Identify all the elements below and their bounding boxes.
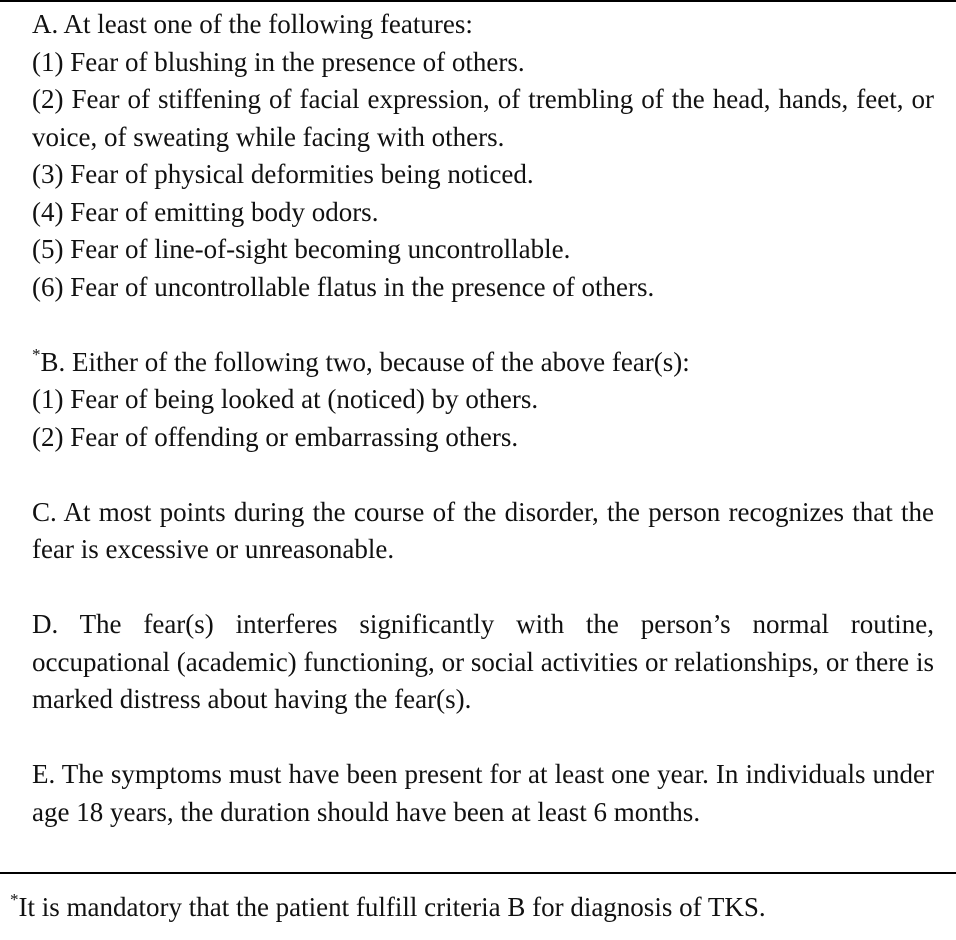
- footnote: [10, 889, 766, 926]
- criterion-c-text: C. At most points during the course of the disorder, the person recognizes that the fear is excessive or unreasonable.: [32, 496, 934, 564]
- criterion-d: [32, 606, 934, 719]
- criterion-a-item-2: (2) Fear of stiffening of facial expression, of trembling of the head, hands, feet, or voice, of sweating while facing with others.: [32, 84, 934, 152]
- criterion-a-item-6: (6) Fear of uncontrollable flatus in the presence of others.: [32, 271, 655, 302]
- criterion-a-item-1: (1) Fear of blushing in the presence of others.: [32, 46, 525, 77]
- asterisk-marker: *: [32, 344, 41, 364]
- criterion-b: [32, 344, 934, 457]
- footnote-asterisk: *: [10, 890, 19, 909]
- criterion-a-item-3: (3) Fear of physical deformities being noticed.: [32, 159, 534, 189]
- criterion-a-item-5: (5) Fear of line-of-sight becoming uncontrollable.: [32, 234, 571, 264]
- criterion-e: [32, 756, 934, 831]
- criterion-b-heading: B. Either of the following two, because of the above fear(s):: [40, 346, 690, 377]
- footnote-text: It is mandatory that the patient fulfill criteria B for diagnosis of TKS.: [18, 892, 766, 922]
- criteria-table: [32, 6, 934, 831]
- criterion-a-heading: A. At least one of the following features:: [32, 9, 473, 39]
- table-top-rule: [0, 0, 956, 2]
- criterion-b-item-2: (2) Fear of offending or embarrassing others.: [32, 421, 519, 452]
- table-bottom-rule: [0, 872, 956, 874]
- criterion-e-text: E. The symptoms must have been present for at least one year. In individuals under age 18 years, the duration should have been at least 6 months.: [32, 759, 934, 827]
- criterion-b-item-1: (1) Fear of being looked at (noticed) by others.: [32, 384, 539, 414]
- criterion-a: [32, 6, 934, 306]
- criterion-a-item-4: (4) Fear of emitting body odors.: [32, 196, 379, 227]
- criterion-b-heading-line: [32, 344, 934, 382]
- criterion-c: [32, 494, 934, 569]
- criterion-d-text: D. The fear(s) interferes significantly with the person’s normal routine, occupational (academic) functioning, or social activities or relationships, or there is marked distress about having the fear(s).: [32, 609, 934, 714]
